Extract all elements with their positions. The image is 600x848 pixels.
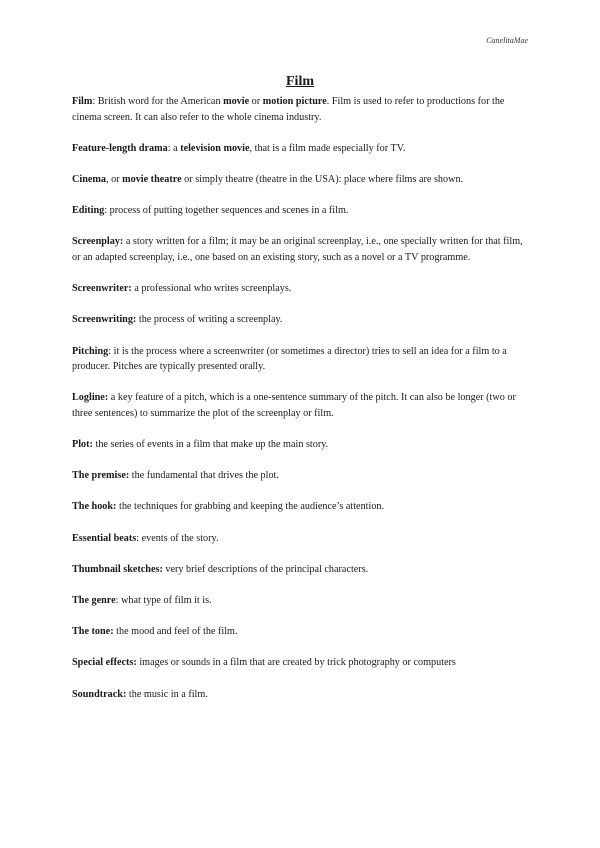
glossary-term: Screenplay: (72, 236, 124, 248)
glossary-definition: : process of putting together sequences and scenes in a film. (104, 205, 349, 217)
glossary-definition: a story written for a film; it may be an original screenplay, i.e., one specially written for that film, or an adapted screenplay, i.e., one based on an existing story, such as a novel or a TV programme. (72, 236, 523, 263)
glossary-definition: , or (105, 173, 123, 185)
glossary-definition: the process of writing a screenplay. (136, 314, 283, 326)
glossary-entry (72, 468, 532, 484)
glossary-definition: : British word for the American (92, 96, 224, 107)
glossary-term: Soundtrack: (72, 688, 127, 700)
glossary-term: The genre (72, 595, 116, 606)
glossary-entry (72, 624, 532, 640)
glossary-definition: : what type of film it is. (115, 595, 212, 606)
glossary-term: Pitching (72, 345, 109, 357)
glossary-term: Thumbnail sketches: (72, 563, 163, 575)
glossary-term: Logline: (72, 392, 109, 404)
glossary-entry (72, 687, 532, 703)
glossary-entry (72, 234, 532, 265)
glossary-list (72, 94, 532, 718)
glossary-term: Editing (72, 205, 105, 217)
glossary-term: Special effects: (72, 657, 137, 669)
glossary-entry (72, 499, 532, 515)
glossary-definition: the series of events in a film that make up the main story. (92, 439, 329, 451)
glossary-entry (72, 437, 532, 453)
glossary-definition: the techniques for grabbing and keeping the audience’s attention. (116, 501, 385, 513)
glossary-term: Film (72, 96, 93, 107)
glossary-term: The tone: (72, 626, 114, 638)
glossary-term: movie theatre (122, 173, 182, 185)
page-title: Film (286, 74, 314, 89)
glossary-entry (72, 531, 532, 547)
glossary-term: Essential beats (72, 532, 137, 544)
author-name: CanelitaMae (486, 36, 528, 45)
glossary-term: The premise: (72, 470, 130, 482)
glossary-entry (72, 562, 532, 578)
glossary-entry (72, 593, 532, 609)
glossary-entry (72, 203, 532, 219)
glossary-definition: : events of the story. (136, 532, 219, 544)
glossary-entry (72, 344, 532, 375)
glossary-entry (72, 281, 532, 297)
glossary-definition: the mood and feel of the film. (113, 626, 238, 638)
glossary-term: Feature-length drama (72, 142, 168, 154)
glossary-definition: images or sounds in a film that are created by trick photography or computers (136, 657, 456, 669)
glossary-term: The hook: (72, 501, 117, 513)
glossary-term: television movie (180, 142, 250, 154)
glossary-entry (72, 312, 532, 328)
glossary-term: movie (223, 96, 250, 107)
glossary-definition: a professional who writes screenplays. (131, 283, 292, 295)
glossary-entry (72, 141, 532, 157)
glossary-definition: or simply theatre (theatre in the USA): place where films are shown. (181, 173, 464, 185)
glossary-term: motion picture (262, 96, 327, 107)
glossary-definition: . Film is used to refer to productions for the cinema screen. It can also refer to the whole cinema industry. (72, 96, 505, 123)
glossary-entry (72, 390, 532, 421)
glossary-definition: very brief descriptions of the principal characters. (162, 563, 369, 575)
glossary-definition: : a (167, 142, 181, 154)
glossary-entry (72, 94, 532, 125)
glossary-term: Plot: (72, 439, 93, 451)
glossary-term: Screenwriting: (72, 314, 137, 326)
glossary-definition: or (249, 96, 263, 107)
glossary-definition: : it is the process where a screenwriter (or sometimes a director) tries to sell an idea for a film to a producer. Pitches are typically presented orally. (72, 345, 507, 373)
glossary-definition: , that is a film made especially for TV. (249, 142, 406, 154)
glossary-entry (72, 172, 532, 188)
glossary-definition: the fundamental that drives the plot. (129, 470, 279, 482)
glossary-definition: a key feature of a pitch, which is a one-sentence summary of the pitch. It can also be longer (two or three sentences) to summarize the plot of the screenplay or film. (72, 392, 516, 419)
glossary-entry (72, 655, 532, 671)
glossary-term: Cinema (72, 173, 106, 185)
glossary-term: Screenwriter: (72, 283, 132, 295)
glossary-definition: the music in a film. (126, 688, 208, 700)
